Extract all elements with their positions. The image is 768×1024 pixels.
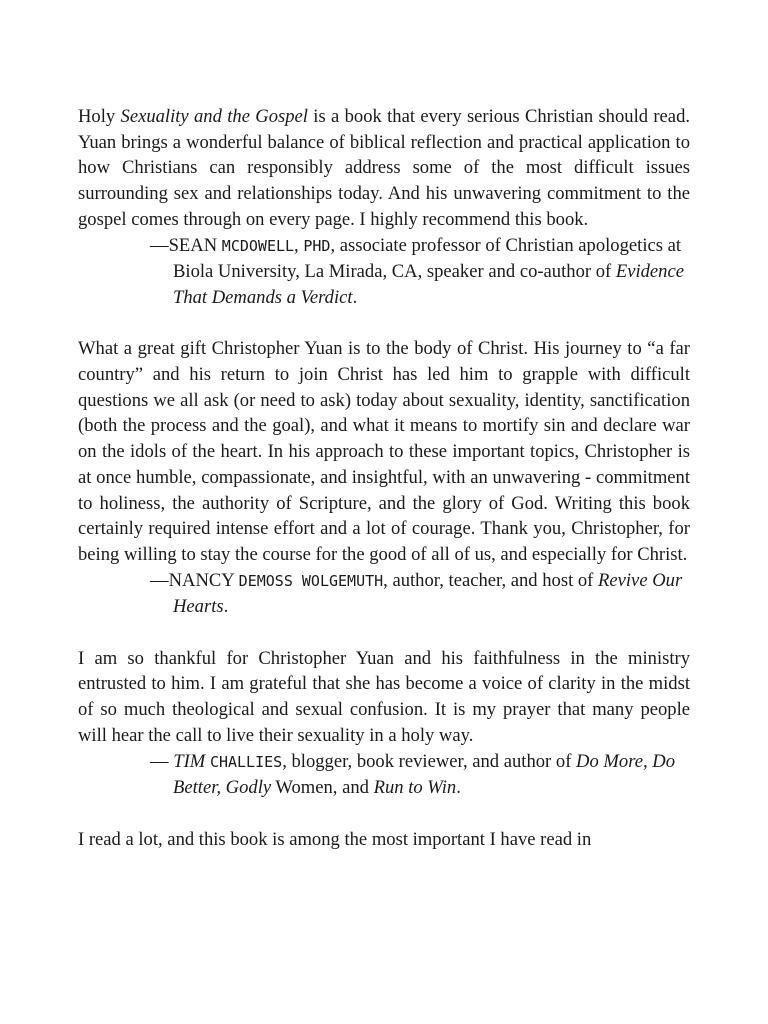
endorsement-quote-4: I read a lot, and this book is among the most important I have read in [78,828,592,850]
endorsement-attribution-3: — TIM CHALLIES, blogger, book reviewer, and author of Do More, Do Better, Godly Women, and Run to Win. [150,750,676,799]
book-title: Sexuality and the Gospel [120,106,308,127]
endorsement-quote-3: I am so thankful for Christopher Yuan and his faithfulness in the ministry entrusted to him. I am grateful that she has become a voice of clarity in the midst of so much theological and sexual confusion. It is my prayer that many people will hear the call to live their sexuality in a holy way. [78,647,690,746]
endorsement-attribution-2: —NANCY DEMOSS WOLGEMUTH, author, teacher, and host of Revive Our Hearts. [150,569,683,618]
endorsements-page [78,104,690,852]
endorsement-quote-2: What a great gift Christopher Yuan is to the body of Christ. His journey to “a far country” and his return to join Christ has led him to grapple with difficult questions we all ask (or need to ask) today about sexuality, identity, sanctification (both the process and the goal), and what it means to mortify sin and declare war on the idols of the heart. In his approach to these important topics, Christopher is at once humble, compassionate, and insightful, with an unwavering - commitment to holiness, the authority of Scripture, and the glory of God. Writing this book certainly required intense effort and a lot of courage. Thank you, Christopher, for being willing to stay the course for the good of all of us, and especially for Christ. [78,338,690,565]
endorsement-attribution-1: —SEAN MCDOWELL, PHD, associate professor of Christian apologetics at Biola University, La Mirada, CA, speaker and co-author of Evidence That Demands a Verdict. [150,234,684,308]
endorsement-quote-1: Holy Sexuality and the Gospel is a book that every serious Christian should read. Yuan brings a wonderful balance of biblical reflection and practical application to how Christians can responsibly address some of the most difficult issues surrounding sex and relationships today. And his unwavering commitment to the gospel comes through on every page. I highly recommend this book. [78,106,691,230]
